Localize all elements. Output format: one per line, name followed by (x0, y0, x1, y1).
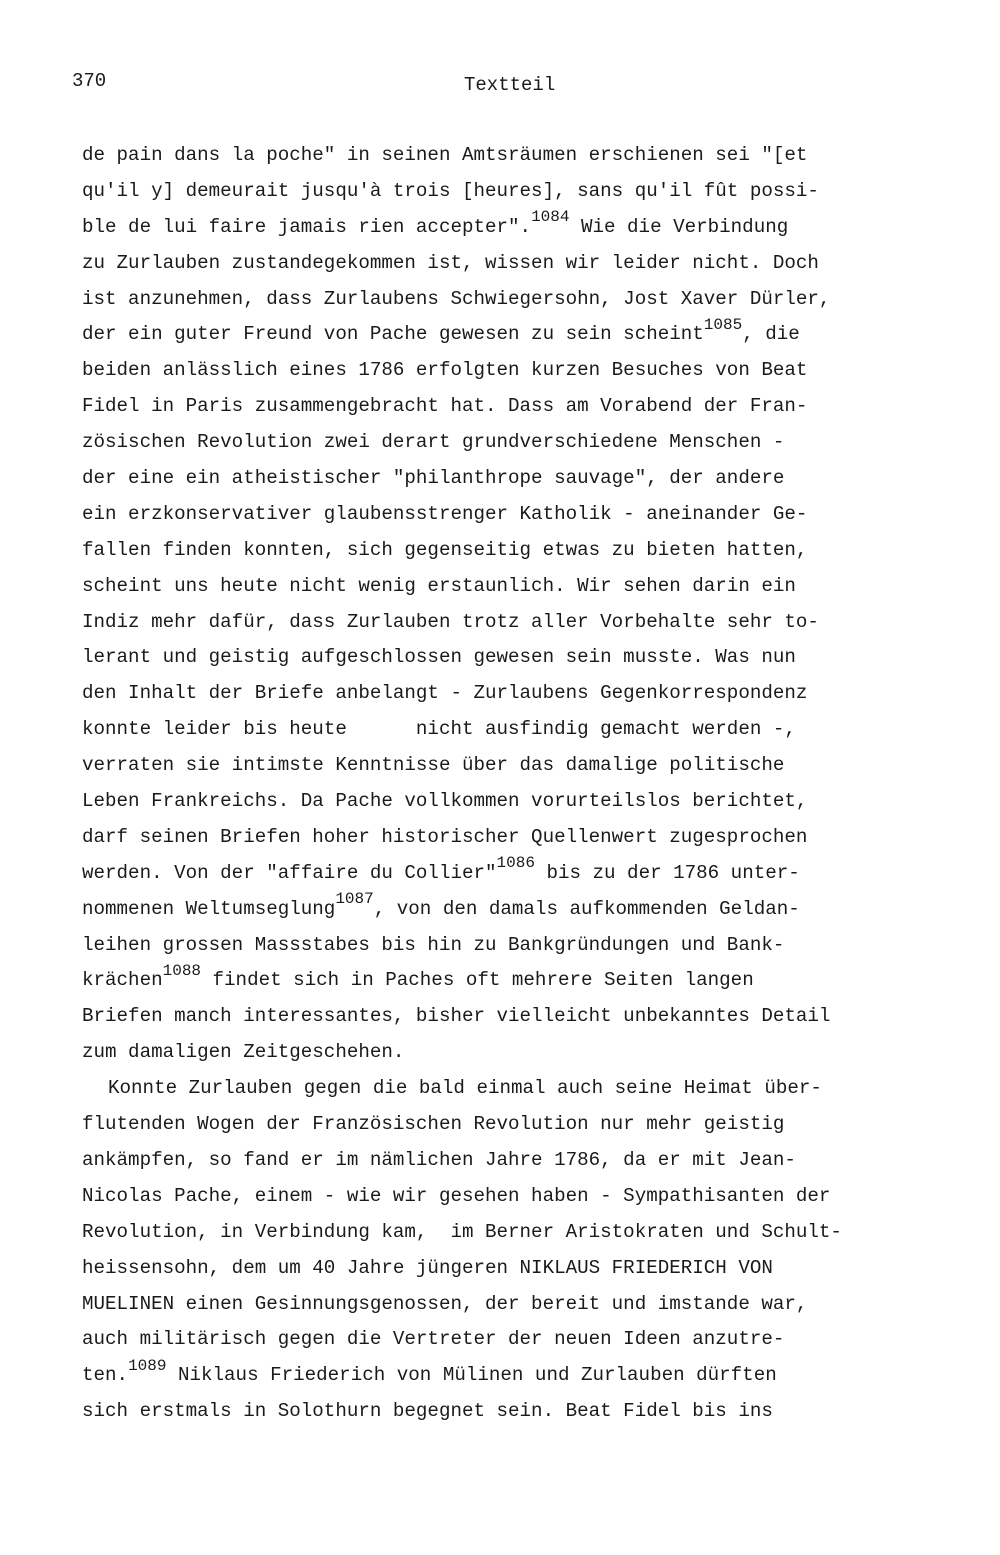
line-text: Leben Frankreichs. Da Pache vollkommen vorurteilslos berichtet, (82, 790, 808, 813)
footnote-reference: 1089 (128, 1356, 167, 1375)
text-line (82, 605, 982, 641)
line-text: leihen grossen Massstabes bis hin zu Bankgründungen und Bank- (82, 933, 785, 956)
text-line (82, 1071, 982, 1107)
line-text: zösischen Revolution zwei derart grundverschiedene Menschen - (82, 431, 785, 454)
line-text: Konnte Zurlauben gegen die bald einmal auch seine Heimat über- (108, 1077, 822, 1100)
line-text: verraten sie intimste Kenntnisse über das damalige politische (82, 754, 785, 777)
line-text: scheint uns heute nicht wenig erstaunlich. Wir sehen darin ein (82, 574, 796, 597)
text-line (82, 210, 982, 246)
text-line (82, 353, 982, 389)
line-text: ist anzunehmen, dass Zurlaubens Schwiegersohn, Jost Xaver Dürler, (82, 287, 831, 310)
text-line (82, 640, 982, 676)
line-text: Revolution, in Verbindung kam, im Berner Aristokraten und Schult- (82, 1220, 842, 1243)
footnote-reference: 1084 (531, 208, 570, 227)
line-text: krächen (82, 969, 163, 992)
line-text: der ein guter Freund von Pache gewesen zu sein scheint (82, 323, 704, 346)
line-text: Indiz mehr dafür, dass Zurlauben trotz aller Vorbehalte sehr to- (82, 610, 819, 633)
text-line (82, 820, 982, 856)
footnote-reference: 1086 (496, 854, 535, 873)
line-text: auch militärisch gegen die Vertreter der neuen Ideen anzutre- (82, 1328, 785, 1351)
text-line (82, 999, 982, 1035)
line-text: ankämpfen, so fand er im nämlichen Jahre 1786, da er mit Jean- (82, 1148, 796, 1171)
text-line (82, 856, 982, 892)
line-text: werden. Von der "affaire du Collier" (82, 861, 497, 884)
line-text-continuation: , von den damals aufkommenden Geldan- (373, 897, 800, 920)
text-line (82, 1322, 982, 1358)
text-line (82, 246, 982, 282)
text-line (82, 1179, 982, 1215)
line-text: Nicolas Pache, einem - wie wir gesehen haben - Sympathisanten der (82, 1184, 831, 1207)
line-text-continuation: , die (742, 323, 800, 346)
text-line (82, 1358, 982, 1394)
text-line (82, 1215, 982, 1251)
line-text-continuation: bis zu der 1786 unter- (534, 861, 800, 884)
text-line (82, 963, 982, 999)
paragraph-2 (82, 1071, 982, 1430)
text-line (82, 892, 982, 928)
text-line (82, 497, 982, 533)
text-line (82, 569, 982, 605)
line-text: ein erzkonservativer glaubensstrenger Katholik - aneinander Ge- (82, 502, 808, 525)
line-text: fallen finden konnten, sich gegenseitig etwas zu bieten hatten, (82, 538, 808, 561)
line-text: zum damaligen Zeitgeschehen. (82, 1041, 405, 1064)
line-text-continuation: Wie die Verbindung (569, 215, 789, 238)
text-line (82, 1251, 982, 1287)
footnote-reference: 1088 (162, 962, 202, 981)
line-text: Briefen manch interessantes, bisher vielleicht unbekanntes Detail (82, 1005, 831, 1028)
text-line (82, 748, 982, 784)
line-text-continuation: findet sich in Paches oft mehrere Seiten langen (201, 969, 754, 992)
footnote-reference: 1085 (703, 316, 743, 335)
text-line (82, 174, 982, 210)
line-text: de pain dans la poche" in seinen Amtsräumen erschienen sei "[et (82, 144, 808, 166)
page-header (0, 70, 1000, 100)
line-text: der eine ein atheistischer "philanthrope sauvage", der andere (82, 467, 785, 490)
line-text: nommenen Weltumseglung (82, 897, 336, 920)
line-text: flutenden Wogen der Französischen Revolution nur mehr geistig (82, 1113, 785, 1136)
text-line (82, 317, 982, 353)
text-line (82, 1143, 982, 1179)
text-line (82, 928, 982, 964)
line-text: den Inhalt der Briefe anbelangt - Zurlaubens Gegenkorrespondenz (82, 682, 808, 705)
line-text: qu'il y] demeurait jusqu'à trois [heures], sans qu'il fût possi- (82, 179, 819, 202)
footnote-reference: 1087 (335, 890, 374, 909)
running-title: Textteil (464, 74, 556, 96)
line-text: ten. (82, 1364, 129, 1387)
line-text: darf seinen Briefen hoher historischer Quellenwert zugesprochen (82, 825, 808, 848)
page-number: 370 (72, 70, 107, 92)
line-text: Fidel in Paris zusammengebracht hat. Dass am Vorabend der Fran- (82, 395, 808, 418)
text-line (82, 533, 982, 569)
text-line (82, 712, 982, 748)
line-text: MUELINEN einen Gesinnungsgenossen, der bereit und imstande war, (82, 1292, 808, 1315)
line-text: sich erstmals in Solothurn begegnet sein. Beat Fidel bis ins (82, 1400, 773, 1423)
text-line (82, 282, 982, 318)
text-line (82, 138, 982, 174)
line-text: beiden anlässlich eines 1786 erfolgten kurzen Besuches von Beat (82, 359, 808, 382)
text-line (82, 461, 982, 497)
line-text: ble de lui faire jamais rien accepter". (82, 215, 532, 238)
text-line (82, 1394, 982, 1430)
text-line (82, 1107, 982, 1143)
line-text: konnte leider bis heute nicht ausfindig gemacht werden -, (82, 718, 796, 741)
text-line (82, 425, 982, 461)
line-text: heissensohn, dem um 40 Jahre jüngeren NIKLAUS FRIEDERICH VON (82, 1256, 773, 1279)
line-text-continuation: Niklaus Friederich von Mülinen und Zurlauben dürften (166, 1364, 777, 1387)
text-line (82, 1035, 982, 1071)
body-text (82, 138, 982, 1430)
line-text: lerant und geistig aufgeschlossen gewesen sein musste. Was nun (82, 646, 796, 669)
text-line (82, 1287, 982, 1323)
text-line (82, 389, 982, 425)
text-line (82, 676, 982, 712)
paragraph-1 (82, 138, 982, 1071)
text-line (82, 784, 982, 820)
line-text: zu Zurlauben zustandegekommen ist, wissen wir leider nicht. Doch (82, 251, 819, 274)
